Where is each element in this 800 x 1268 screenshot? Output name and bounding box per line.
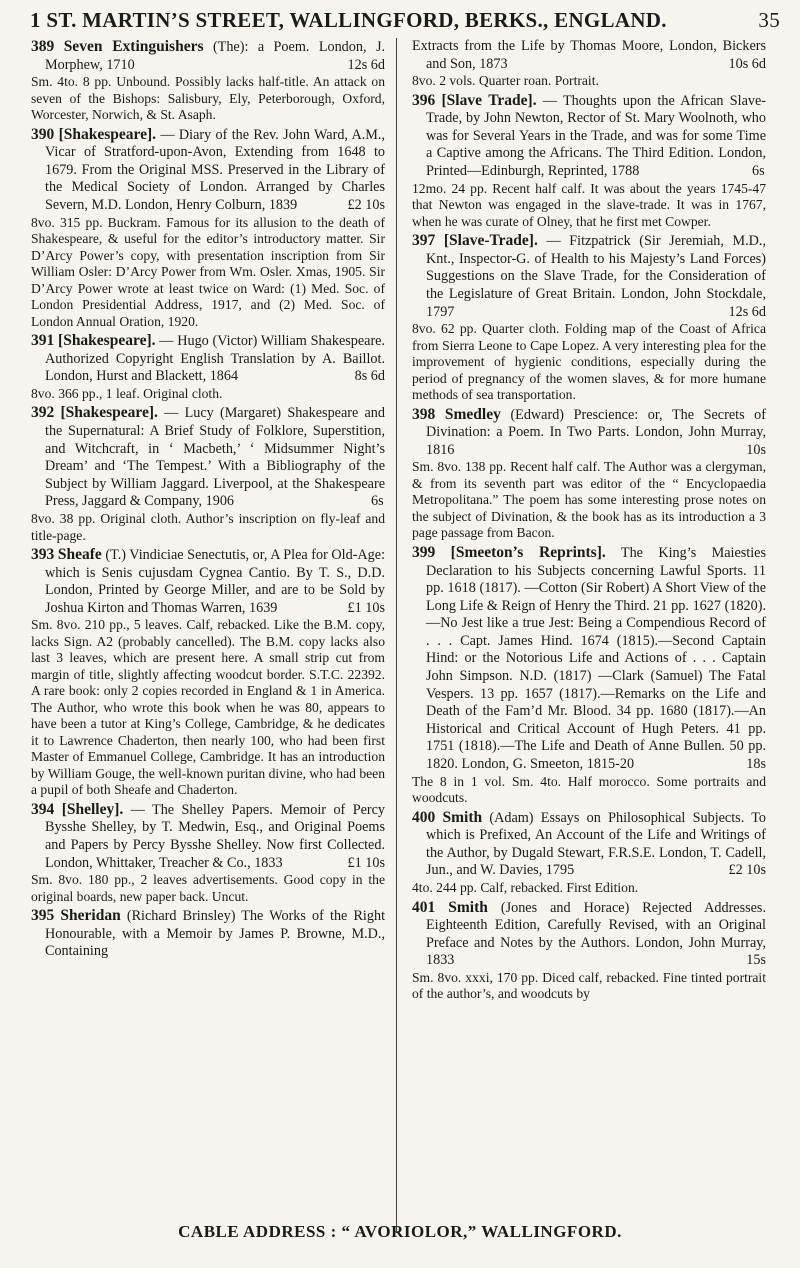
entry-description: 8vo. 366 pp., 1 leaf. Original cloth. (31, 385, 223, 401)
entry-citation (31, 126, 385, 215)
entry-price: 12s 6d (728, 303, 766, 320)
entry-title-text: (Richard Brinsley) The Works of the Right Honourable, with a Memoir by James P. Browne, M.D., Containing (45, 908, 386, 960)
entry-heading: [Shelley]. (61, 800, 124, 818)
entry-citation (412, 809, 766, 880)
entry-heading: Seven Extinguishers (63, 38, 204, 55)
entry-title-text: (T.) Vindiciae Senectutis, or, A Plea for Old-Age: which is Senis cujusdam Cygnea Cantio. By T. S., D.D. London, Printed by George Miller, and are to be Sold by Joshua Kirton and Thomas Warren, 1639 (45, 547, 386, 616)
entry-heading: Smedley (444, 405, 501, 423)
page-header (30, 8, 780, 33)
entry-citation: 392 [Shakespeare]. — Lucy (Margaret) Shakespeare and the Supernatural: A Brief Study of Folklore, Superstition, and Witchcraft, in ‘ Macbeth,’ ‘ Midsummer Night’s Dream’ and ‘The Tempest.’ With a Bibliography of the Subject by William Jaggard. Liverpool, at the Shakespeare Press, Jaggard & Company, 1906 6s (31, 404, 385, 510)
entry-number: 397 (412, 232, 436, 250)
entry-price: 10s 6d (728, 55, 766, 72)
entry-description: Sm. 8vo. xxxi, 170 pp. Diced calf, rebacked. Fine tinted portrait of the author’s, and woodcuts by (412, 969, 766, 1002)
entry-citation (31, 801, 385, 872)
catalogue-entry (31, 126, 385, 330)
entry-citation: 396 [Slave Trade]. — Thoughts upon the African Slave-Trade, by John Newton, Rector of St. Mary Woolnoth, who was for Several Years in the Trade, and was for some Time a Captive among the Africans. The Third Edition. London, Printed—Edinburgh, Reprinted, 1788 6s (412, 91, 767, 180)
catalogue-entry (31, 546, 385, 799)
entry-price: £2 10s (728, 862, 766, 879)
entry-number: 395 (31, 907, 55, 925)
catalogue-entry (31, 38, 385, 124)
entry-number: 392 (31, 404, 55, 422)
entry-description: 8vo. 2 vols. Quarter roan. Portrait. (412, 73, 599, 89)
entry-title-text: The King’s Maiesties Declaration to his Subjects concerning Lawful Sports. 11 pp. 1618 (1817). —Cotton (Sir Robert) A Short View of the Long Life & Reign of Henry the Third. 21 pp. 1627 (1820).—No Jest like a true Jest: Being a Compendious Record of . . . Capt. James Hind. 1674 (1815).—Second Captain Hind: or the Notorious Life and Actions of . . . Captain John Simpson. N.D. (1817) —Clark (Samuel) The Fatal Vespers. 13 pp. 1657 (1817).—Remarks on the Life and Death of the Fam’d Mr. Blood. 34 pp. 1680 (1817).—An Historical and Critical Account of Hugh Peters. 41 pp. 1751 (1818).—The Life and Death of Anne Bullen. 50 pp. 1820. London, G. Smeeton, 1815-20 (426, 544, 766, 773)
page-header-address: 1 ST. MARTIN’S STREET, WALLINGFORD, BERKS., ENGLAND. (30, 8, 667, 32)
entry-number: 389 (31, 38, 55, 55)
entry-citation (412, 544, 766, 774)
entry-title-text: — Lucy (Margaret) Shakespeare and the Supernatural: A Brief Study of Folklore, Superstition, and Witchcraft, in ‘ Macbeth,’ ‘ Midsummer Night’s Dream’ and ‘The Tempest.’ With a Bibliography of the Subject by William Jaggard. Liverpool, at the Shakespeare Press, Jaggard & Company, 1906 (45, 405, 385, 510)
entry-price: 12s 6d (347, 56, 385, 73)
entry-number: 396 (412, 91, 436, 109)
entry-citation (31, 332, 385, 386)
right-column (412, 38, 766, 1005)
entry-price: 10s (746, 441, 766, 458)
catalogue-entry (412, 544, 766, 807)
entry-description: Sm. 8vo. 210 pp., 5 leaves. Calf, rebacked. Like the B.M. copy, lacks Sign. A2 (probably cancelled). The B.M. copy lacks also last 3 leaves, which are present here. A small strip cut from margin of title, slightly affecting woodcut border. S.T.C. 22392. A rare book: only 2 copies recorded in England & 1 in America. The Author, who wrote this book when he was 80, appears to have been a tutor at King’s College, Cambridge, & he dedicates it to Lawrence Chaderton, then nearly 100, who had been first Master of Emmanuel College, Cambridge. It has an introduction by William Gouge, the well-known puritan divine, who had been a pupil of both Sheafe and Chaderton. (31, 617, 385, 798)
catalogue-entry (412, 809, 766, 897)
entry-description: Sm. 8vo. 180 pp., 2 leaves advertisements. Good copy in the original boards, new paper back. Uncut. (31, 872, 385, 904)
entry-description: 8vo. 315 pp. Buckram. Famous for its allusion to the death of Shakespeare, & useful for the editor’s introductory matter. Sir D’Arcy Power’s copy, with presentation inscription from Sir William Osler: D’Arcy Power from Wm. Osler. Xmas, 1905. Sir D’Arcy Power wrote at least twice on Ward: (1) Med. Soc. of London Presidential Address, 1917, and (2) Med. Soc. of London Annual Oration, 1920. (31, 214, 385, 329)
entry-heading: Sheridan (60, 907, 121, 925)
entry-title-text: — Hugo (Victor) William Shakespeare. Authorized Copyright English Translation by A. Baillot. London, Hurst and Blackett, 1864 (45, 333, 386, 385)
entry-number: 401 (412, 898, 436, 916)
entry-number: 400 (412, 808, 436, 826)
entry-heading: [Slave-Trade]. (443, 232, 538, 250)
left-column (31, 38, 385, 963)
entry-description: 12mo. 24 pp. Recent half calf. It was about the years 1745-47 that Newton was engaged in the slave-trade. It was in 1767, when he was curate of Olney, that he first met Cowper. (412, 180, 766, 229)
entry-price: £1 10s (347, 854, 385, 871)
catalogue-entry (31, 332, 385, 402)
entry-number: 391 (31, 332, 55, 350)
entry-citation (31, 907, 385, 961)
entry-description: 8vo. 38 pp. Original cloth. Author’s inscription on fly-leaf and title-page. (31, 511, 385, 543)
column-divider (396, 38, 397, 1233)
entry-price: 15s (746, 952, 766, 969)
catalogue-entry (412, 406, 766, 542)
entry-number: 398 (412, 405, 436, 423)
entry-title-text: — Fitzpatrick (Sir Jeremiah, M.D., Knt., Inspector-G. of Health to his Majesty’s Land Forces) Suggestions on the Slave Trade, for the Consideration of the Legislature of Great Britain. London, John Stockdale, 1797 (426, 233, 767, 320)
catalogue-entry (412, 92, 766, 230)
entry-citation (412, 899, 766, 970)
page-footer: CABLE ADDRESS : “ AVORIOLOR,” WALLINGFORD. (178, 1222, 622, 1241)
entry-description: Sm. 8vo. 138 pp. Recent half calf. The Author was a clergyman, & from its seventh part was editor of the “ Encyclopaedia Metropolitana.” The poem has some interesting prose notes on the subject of Divination, & the book has as its introduction a 3 page passage from Bacon. (412, 459, 766, 541)
entry-title-text: — The Shelley Papers. Memoir of Percy Bysshe Shelley, by T. Medwin, Esq., and Original Poems and Papers by Percy Bysshe Shelley. Now first Collected. London, Whittaker, Treacher & Co., 1833 (45, 801, 386, 871)
entry-citation (412, 406, 766, 460)
entry-citation (412, 38, 766, 73)
entry-heading: [Shakespeare]. (58, 125, 157, 143)
entry-number: 394 (31, 800, 55, 818)
catalogue-entry (31, 907, 385, 961)
entry-title-text: — Thoughts upon the African Slave-Trade, by John Newton, Rector of St. Mary Woolnoth, who was for Several Years in the Trade, and was for some Time a Captive among the Africans. The Third Edition. London, Printed—Edinburgh, Reprinted, 1788 (426, 92, 767, 180)
entry-number: 390 (31, 125, 55, 143)
entry-heading: [Shakespeare]. (58, 332, 156, 350)
entry-price: £2 10s (347, 197, 385, 214)
entry-heading: [Slave Trade]. (441, 91, 537, 109)
entry-heading: Smith (442, 808, 483, 826)
entry-description: 8vo. 62 pp. Quarter cloth. Folding map of the Coast of Africa from Sierra Leone to Cape Lopez. A very interesting plea for the improvement of hygienic conditions, especially during the period of pregnancy of the women slaves, & for more humane methods of sea transportation. (412, 321, 766, 403)
entry-title-text: — Diary of the Rev. John Ward, A.M., Vicar of Stratford-upon-Avon, Extending from 1648 to 1679. From the Original MSS. Preserved in the Library of the Medical Society of London. Arranged by Charles Severn, M.D. London, Henry Colburn, 1839 (45, 126, 386, 214)
entry-heading: [Smeeton’s Reprints]. (450, 543, 606, 561)
catalogue-entry (31, 404, 385, 544)
entry-citation (31, 546, 385, 617)
entry-heading: [Shakespeare]. (60, 404, 158, 422)
catalogue-entry (31, 801, 385, 905)
entry-citation (412, 232, 766, 321)
page-number: 35 (758, 8, 780, 32)
entry-title-text: Extracts from the Life by Thomas Moore, London, Bickers and Son, 1873 (412, 38, 766, 72)
entry-title-text: (The): a Poem. London, J. Morphew, 1710 (45, 39, 386, 73)
entry-price: £1 10s (347, 599, 385, 616)
catalogue-entry (412, 38, 766, 90)
entry-citation (31, 38, 385, 74)
entry-number: 399 (412, 543, 436, 561)
catalogue-entry (412, 232, 766, 403)
entry-title-text: (Jones and Horace) Rejected Addresses. Eighteenth Edition, Carefully Revised, with an Original Preface and Notes by the Authors. London, John Murray, 1833 (426, 899, 766, 969)
entry-price: 8s 6d (354, 368, 385, 385)
entry-heading: Sheafe (57, 546, 102, 563)
entry-title-text: (Adam) Essays on Philosophical Subjects. To which is Prefixed, An Account of the Life and Writings of the Author, by Dugald Stewart, F.R.S.E. London, T. Cadell, Jun., and W. Davies, 1795 (426, 809, 767, 879)
entry-number: 393 (31, 546, 55, 563)
entry-price: 18s (746, 756, 766, 773)
catalogue-entry (412, 899, 766, 1003)
entry-description: 4to. 244 pp. Calf, rebacked. First Edition. (412, 880, 639, 895)
entry-description: Sm. 4to. 8 pp. Unbound. Possibly lacks half-title. An attack on seven of the Bishops: Salisbury, Ely, Peterborough, Oxford, Worcester, Norwich, & St. Asaph. (31, 74, 385, 123)
entry-title-text: (Edward) Prescience: or, The Secrets of Divination: a Poem. In Two Parts. London, John Murray, 1816 (426, 406, 767, 458)
entry-heading: Smith (448, 898, 488, 916)
entry-description: The 8 in 1 vol. Sm. 4to. Half morocco. Some portraits and woodcuts. (412, 773, 766, 806)
